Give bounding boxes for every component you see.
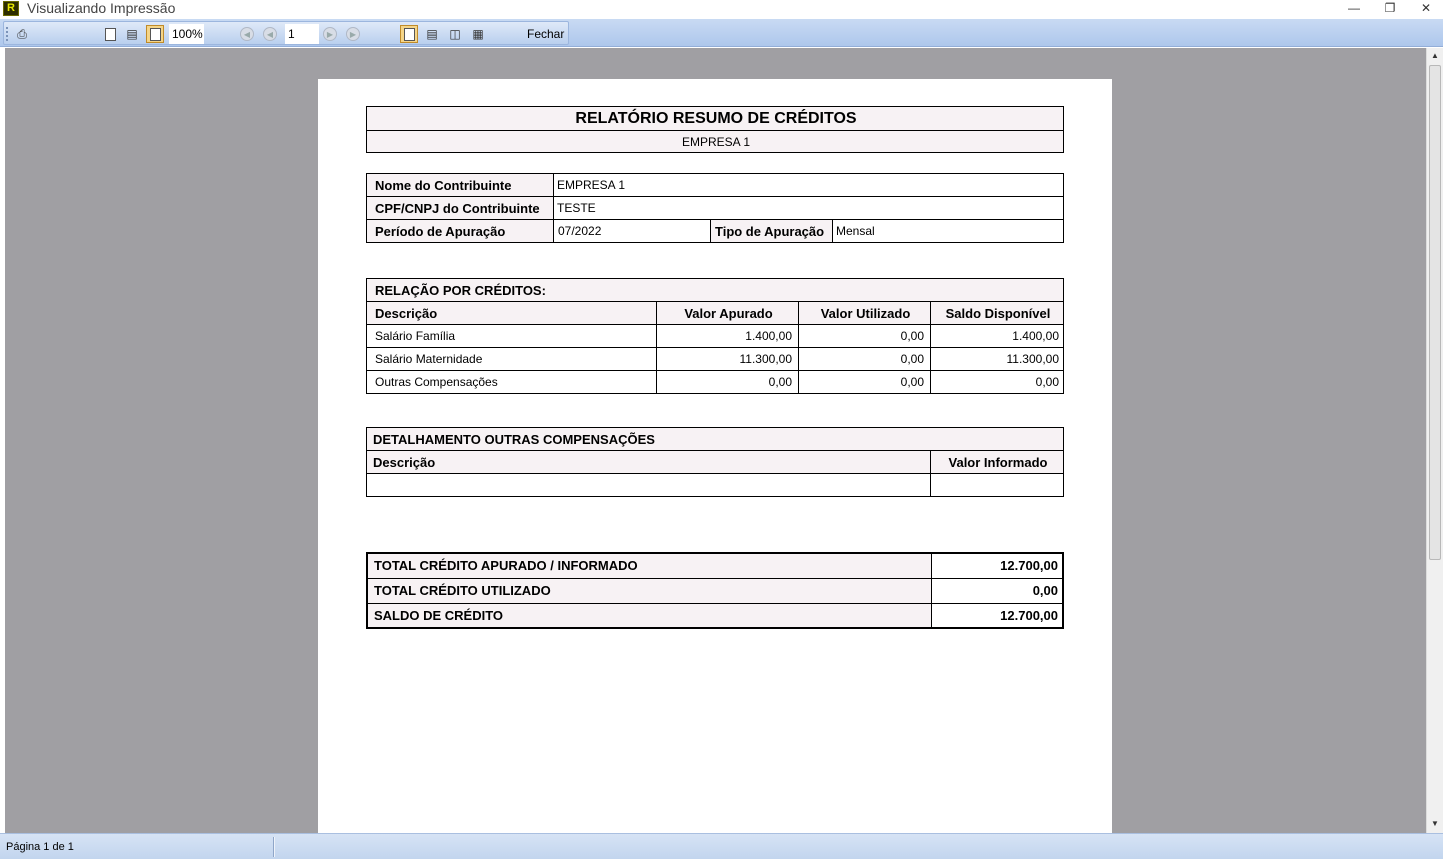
- row-apurado: 0,00: [657, 371, 799, 394]
- totals-table: [366, 552, 1064, 629]
- type-value: Mensal: [833, 220, 1064, 243]
- single-page-view-button[interactable]: [400, 25, 418, 43]
- doc-label: CPF/CNPJ do Contribuinte: [367, 197, 554, 220]
- zoom-input[interactable]: [169, 24, 204, 44]
- printer-icon: ⎙: [17, 26, 27, 41]
- print-button[interactable]: [13, 25, 31, 43]
- minimize-button[interactable]: —: [1348, 1, 1360, 15]
- status-bar: [0, 833, 1443, 859]
- vertical-scrollbar[interactable]: [1426, 48, 1443, 833]
- continuous-view-button[interactable]: [423, 25, 441, 43]
- window-title: Visualizando Impressão: [27, 0, 176, 16]
- previous-page-button[interactable]: [261, 25, 279, 43]
- table-row: [367, 578, 1063, 603]
- report-company: EMPRESA 1: [367, 131, 1064, 153]
- credits-col-descricao: Descrição: [367, 302, 657, 325]
- first-page-icon: ◀: [240, 27, 254, 41]
- credits-col-apurado: Valor Apurado: [657, 302, 799, 325]
- title-bar: [0, 0, 1443, 19]
- scroll-up-icon[interactable]: ▲: [1431, 51, 1439, 60]
- table-row: [367, 325, 1064, 348]
- row-saldo: 0,00: [931, 371, 1064, 394]
- multi-page-icon: ▦: [472, 27, 484, 41]
- taxpayer-info-table: [366, 173, 1064, 243]
- row-descricao: Salário Maternidade: [367, 348, 657, 371]
- status-divider: [273, 837, 275, 857]
- doc-value: TESTE: [554, 197, 1064, 220]
- table-row: [367, 603, 1063, 628]
- empty-cell: [367, 474, 931, 497]
- close-preview-button[interactable]: Fechar: [527, 27, 565, 41]
- empty-cell: [931, 474, 1064, 497]
- row-apurado: 1.400,00: [657, 325, 799, 348]
- page-number-input[interactable]: [285, 24, 319, 44]
- saldo-label: SALDO DE CRÉDITO: [367, 603, 931, 628]
- report-page: [318, 79, 1112, 833]
- toolbar-grip[interactable]: [6, 27, 8, 41]
- app-logo-icon: R: [3, 1, 19, 16]
- next-page-button[interactable]: [321, 25, 339, 43]
- report-header-table: [366, 106, 1064, 153]
- fit-page-button[interactable]: [123, 25, 141, 43]
- row-apurado: 11.300,00: [657, 348, 799, 371]
- credits-col-utilizado: Valor Utilizado: [799, 302, 931, 325]
- actual-size-button[interactable]: [146, 25, 164, 43]
- total-apurado-value: 12.700,00: [931, 553, 1063, 578]
- restore-button[interactable]: ❐: [1384, 1, 1396, 15]
- report-title: RELATÓRIO RESUMO DE CRÉDITOS: [367, 107, 1064, 131]
- single-page-icon: [404, 28, 415, 41]
- credits-heading: RELAÇÃO POR CRÉDITOS:: [367, 279, 1064, 302]
- two-page-icon: ◫: [449, 27, 461, 41]
- row-utilizado: 0,00: [799, 371, 931, 394]
- name-value: EMPRESA 1: [554, 174, 1064, 197]
- previous-page-icon: ◀: [263, 27, 277, 41]
- table-row: [367, 371, 1064, 394]
- row-utilizado: 0,00: [799, 348, 931, 371]
- table-row: [367, 553, 1063, 578]
- preview-viewport[interactable]: [5, 48, 1426, 833]
- period-label: Período de Apuração: [367, 220, 554, 243]
- two-page-view-button[interactable]: [446, 25, 464, 43]
- row-saldo: 11.300,00: [931, 348, 1064, 371]
- first-page-button[interactable]: [238, 25, 256, 43]
- table-row: [367, 474, 1064, 497]
- total-utilizado-value: 0,00: [931, 578, 1063, 603]
- table-row: [367, 348, 1064, 371]
- page-width-icon: [105, 28, 116, 41]
- total-utilizado-label: TOTAL CRÉDITO UTILIZADO: [367, 578, 931, 603]
- details-col-valor: Valor Informado: [931, 451, 1064, 474]
- page-icon: [150, 28, 161, 41]
- toolbar: [0, 19, 1443, 47]
- scrollbar-thumb[interactable]: [1429, 65, 1441, 560]
- last-page-button[interactable]: [344, 25, 362, 43]
- continuous-page-icon: ▤: [426, 27, 438, 41]
- toolbar-strip: [3, 21, 569, 45]
- type-label: Tipo de Apuração: [711, 220, 833, 243]
- credits-col-saldo: Saldo Disponível: [931, 302, 1064, 325]
- scroll-down-icon[interactable]: ▼: [1431, 819, 1439, 828]
- row-saldo: 1.400,00: [931, 325, 1064, 348]
- details-table: [366, 427, 1064, 497]
- period-value: 07/2022: [554, 220, 711, 243]
- page-info: Página 1 de 1: [6, 841, 74, 853]
- fit-width-button[interactable]: [101, 25, 119, 43]
- last-page-icon: ▶: [346, 27, 360, 41]
- credits-table: [366, 278, 1064, 394]
- page-fit-icon: ▤: [126, 27, 138, 41]
- close-window-button[interactable]: ✕: [1420, 1, 1432, 15]
- details-heading: DETALHAMENTO OUTRAS COMPENSAÇÕES: [367, 428, 1064, 451]
- row-descricao: Salário Família: [367, 325, 657, 348]
- row-descricao: Outras Compensações: [367, 371, 657, 394]
- total-apurado-label: TOTAL CRÉDITO APURADO / INFORMADO: [367, 553, 931, 578]
- row-utilizado: 0,00: [799, 325, 931, 348]
- multi-page-view-button[interactable]: [469, 25, 487, 43]
- saldo-value: 12.700,00: [931, 603, 1063, 628]
- name-label: Nome do Contribuinte: [367, 174, 554, 197]
- next-page-icon: ▶: [323, 27, 337, 41]
- details-col-descricao: Descrição: [367, 451, 931, 474]
